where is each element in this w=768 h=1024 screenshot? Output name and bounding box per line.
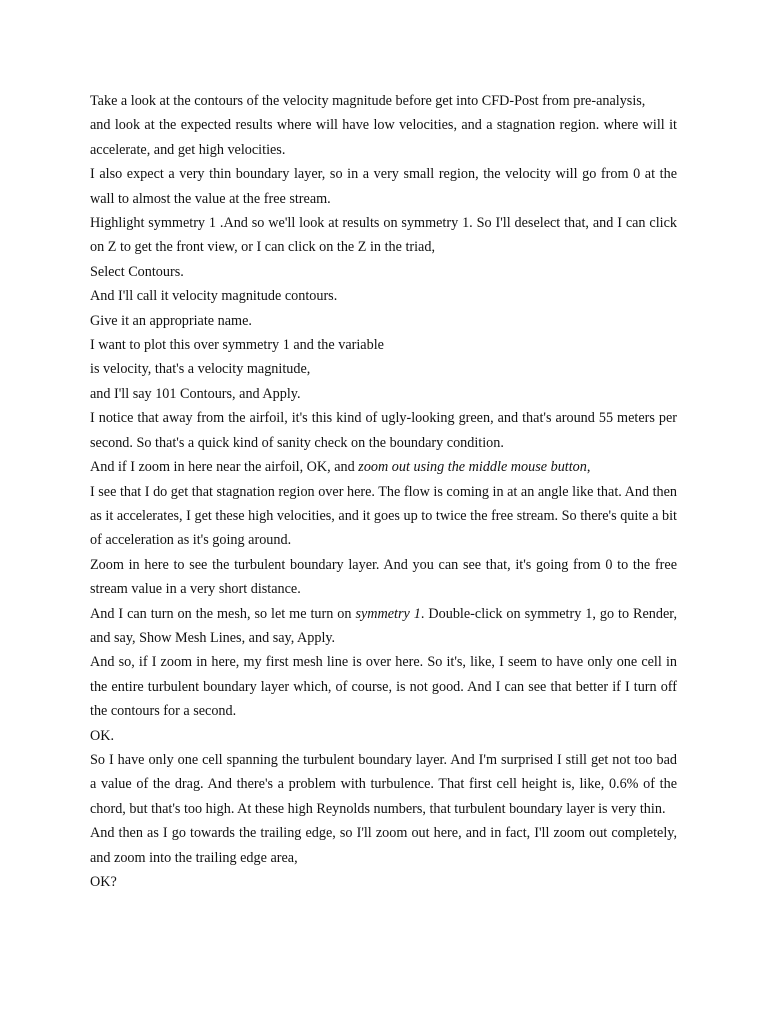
- paragraph-13: [90, 480, 677, 553]
- paragraph-16: [90, 650, 677, 723]
- paragraph-6: [90, 284, 677, 308]
- paragraph-text: I want to plot this over symmetry 1 and the variable: [90, 337, 384, 354]
- paragraph-8: [90, 333, 677, 357]
- document-body: [90, 89, 677, 894]
- paragraph-text: is velocity, that's a velocity magnitude,: [90, 361, 311, 378]
- paragraph-text: I also expect a very thin boundary layer, so in a very small region, the velocity will go from 0 at the wall to almost the value at the free stream.: [90, 166, 677, 207]
- paragraph-text: And then as I go towards the trailing edge, so I'll zoom out here, and in fact, I'll zoom out completely, and zoom into the trailing edge area,: [90, 825, 677, 866]
- paragraph-12: [90, 455, 677, 479]
- paragraph-text: and I'll say 101 Contours, and Apply.: [90, 385, 301, 402]
- paragraph-11: [90, 406, 677, 455]
- paragraph-text: And I can turn on the mesh, so let me turn on: [90, 605, 356, 622]
- paragraph-text: So I have only one cell spanning the turbulent boundary layer. And I'm surprised I still get not too bad a value of the drag. And there's a problem with turbulence. That first cell height is, like, 0.6% of the chord, but that's too high. At these high Reynolds numbers, that turbulent boundary layer is very thin.: [90, 751, 677, 817]
- paragraph-text: And so, if I zoom in here, my first mesh line is over here. So it's, like, I seem to have only one cell in the entire turbulent boundary layer which, of course, is not good. And I can see that better if I turn off the contours for a second.: [90, 654, 677, 720]
- paragraph-20: [90, 870, 677, 894]
- paragraph-text: Take a look at the contours of the velocity magnitude before get into CFD-Post from pre-analysis,: [90, 93, 646, 109]
- paragraph-text: And if I zoom in here near the airfoil, OK, and: [90, 459, 359, 476]
- paragraph-text: . Double-click on symmetry 1, go to Render, and say, Show Mesh Lines, and say, Apply.: [90, 605, 677, 646]
- paragraph-3: [90, 162, 677, 211]
- paragraph-text: OK.: [90, 727, 115, 744]
- paragraph-text: Give it an appropriate name.: [90, 312, 252, 329]
- paragraph-10: [90, 382, 677, 406]
- paragraph-text: I notice that away from the airfoil, it's this kind of ugly-looking green, and that's around 55 meters per second. So that's a quick kind of sanity check on the boundary condition.: [90, 410, 677, 451]
- paragraph-text: I see that I do get that stagnation region over here. The flow is coming in at an angle like that. And then as it accelerates, I get these high velocities, and it goes up to twice the free stream. So there's quite a bit of acceleration as it's going around.: [90, 483, 677, 549]
- paragraph-19: [90, 821, 677, 870]
- paragraph-5: [90, 260, 677, 284]
- paragraph-text: And I'll call it velocity magnitude contours.: [90, 288, 338, 305]
- paragraph-17: [90, 724, 677, 748]
- italic-phrase: zoom out using the middle mouse button: [358, 459, 587, 476]
- paragraph-text: Highlight symmetry 1 .And so we'll look at results on symmetry 1. So I'll deselect that, and I can click on Z to get the front view, or I can click on the Z in the triad,: [90, 215, 677, 256]
- paragraph-text: OK?: [90, 874, 117, 890]
- paragraph-15: [90, 602, 677, 651]
- paragraph-2: [90, 113, 677, 162]
- paragraph-9: [90, 357, 677, 381]
- paragraph-14: [90, 553, 677, 602]
- paragraph-1: [90, 89, 677, 113]
- paragraph-text: Zoom in here to see the turbulent boundary layer. And you can see that, it's going from 0 to the free stream value in a very short distance.: [90, 556, 677, 598]
- paragraph-text: ,: [586, 459, 591, 476]
- paragraph-text: and look at the expected results where will have low velocities, and a stagnation region. where will it accelerate, and get high velocities.: [90, 117, 677, 158]
- paragraph-text: Select Contours.: [90, 263, 184, 280]
- paragraph-7: [90, 309, 677, 333]
- italic-phrase: symmetry 1: [355, 605, 421, 622]
- paragraph-18: [90, 748, 677, 821]
- paragraph-4: [90, 211, 677, 260]
